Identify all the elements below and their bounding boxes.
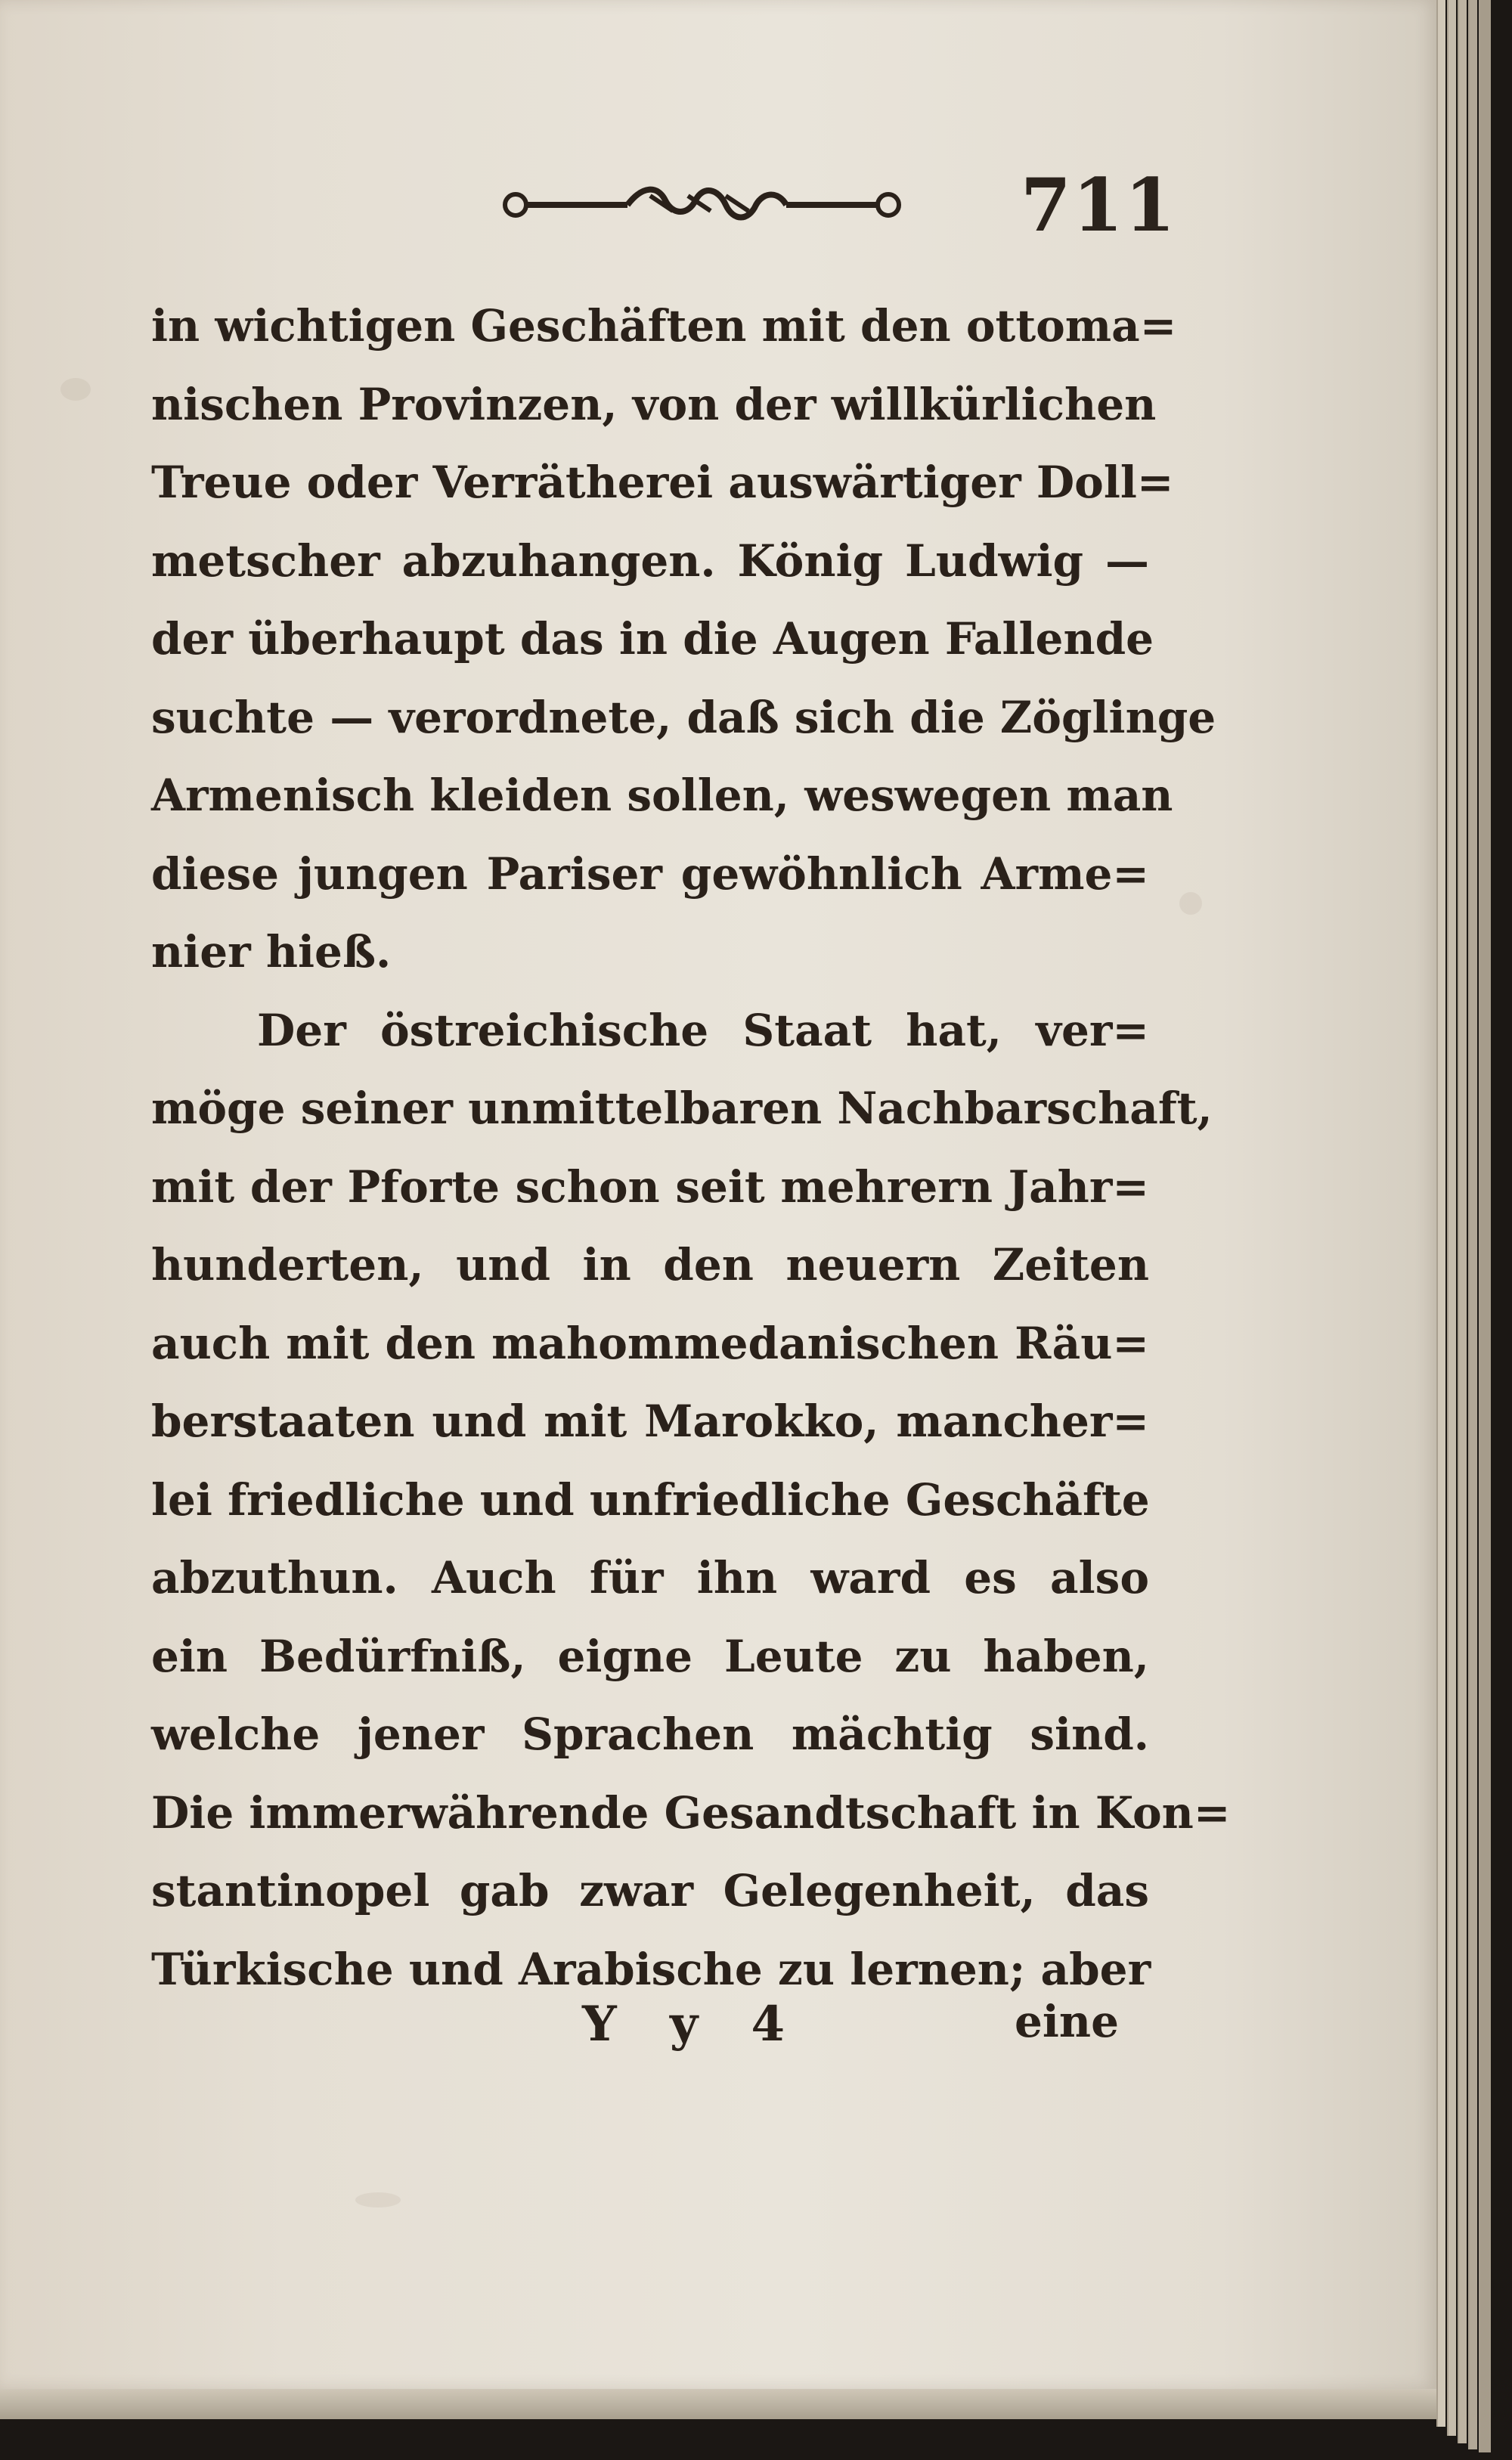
text-line: lei friedliche und unfriedliche Geschäfte <box>151 1473 1150 1526</box>
text-line: Treue oder Verrätherei auswärtiger Doll= <box>151 457 1174 508</box>
text-line: möge seiner unmittelbaren Nachbarschaft, <box>151 1083 1213 1134</box>
text-line: stantinopel gab zwar Gelegenheit, das <box>151 1865 1149 1916</box>
text-line: nischen Provinzen, von der willkürlichen <box>151 378 1157 430</box>
text-line: diese jungen Pariser gewöhnlich Arme= <box>151 847 1149 900</box>
ornament-icon <box>499 178 907 231</box>
page-header <box>151 163 1177 248</box>
page-footer <box>151 1996 1149 2071</box>
text-line: auch mit den mahommedanischen Räu= <box>151 1317 1149 1369</box>
text-line: abzuthun. Auch für ihn ward es also <box>151 1552 1149 1603</box>
page-edge <box>1447 0 1456 2436</box>
paper-stain <box>1179 892 1202 915</box>
text-line: welche jener Sprachen mächtig sind. <box>151 1709 1149 1760</box>
text-line: Armenisch kleiden sollen, weswegen man <box>151 770 1173 821</box>
paper-stain <box>60 378 91 401</box>
text-line: in wichtigen Geschäften mit den ottoma= <box>151 300 1177 352</box>
text-line: Die immerwährende Gesandtschaft in Kon= <box>151 1786 1231 1839</box>
paper-stain <box>355 2192 401 2207</box>
text-line: Türkische und Arabische zu lernen; aber <box>151 1943 1151 1995</box>
page-edge <box>1468 0 1477 2449</box>
text-line: suchte — verordnete, daß sich die Zöglinge <box>151 691 1216 743</box>
page-number: 711 <box>1021 163 1177 248</box>
text-line: mit der Pforte schon seit mehrern Jahr= <box>151 1160 1149 1213</box>
page-edge <box>1436 0 1445 2427</box>
text-line: der überhaupt das in die Augen Fallende <box>151 613 1154 665</box>
body-text <box>151 287 1231 2009</box>
text-line: ein Bedürfniß, eigne Leute zu haben, <box>151 1630 1149 1682</box>
catchword: eine <box>1014 1996 1119 2047</box>
text-line: metscher abzuhangen. König Ludwig — <box>151 534 1149 587</box>
page-edge <box>1479 0 1491 2452</box>
text-line: Der östreichische Staat hat, ver= <box>257 1004 1149 1056</box>
text-line: berstaaten und mit Marokko, mancher= <box>151 1396 1149 1447</box>
text-line: nier hieß. <box>151 926 392 977</box>
text-line: hunderten, und in den neuern Zeiten <box>151 1239 1149 1290</box>
signature-mark: Y y 4 <box>582 1996 803 2053</box>
page-edge <box>1458 0 1467 2443</box>
page-bottom-edge <box>0 2389 1436 2419</box>
